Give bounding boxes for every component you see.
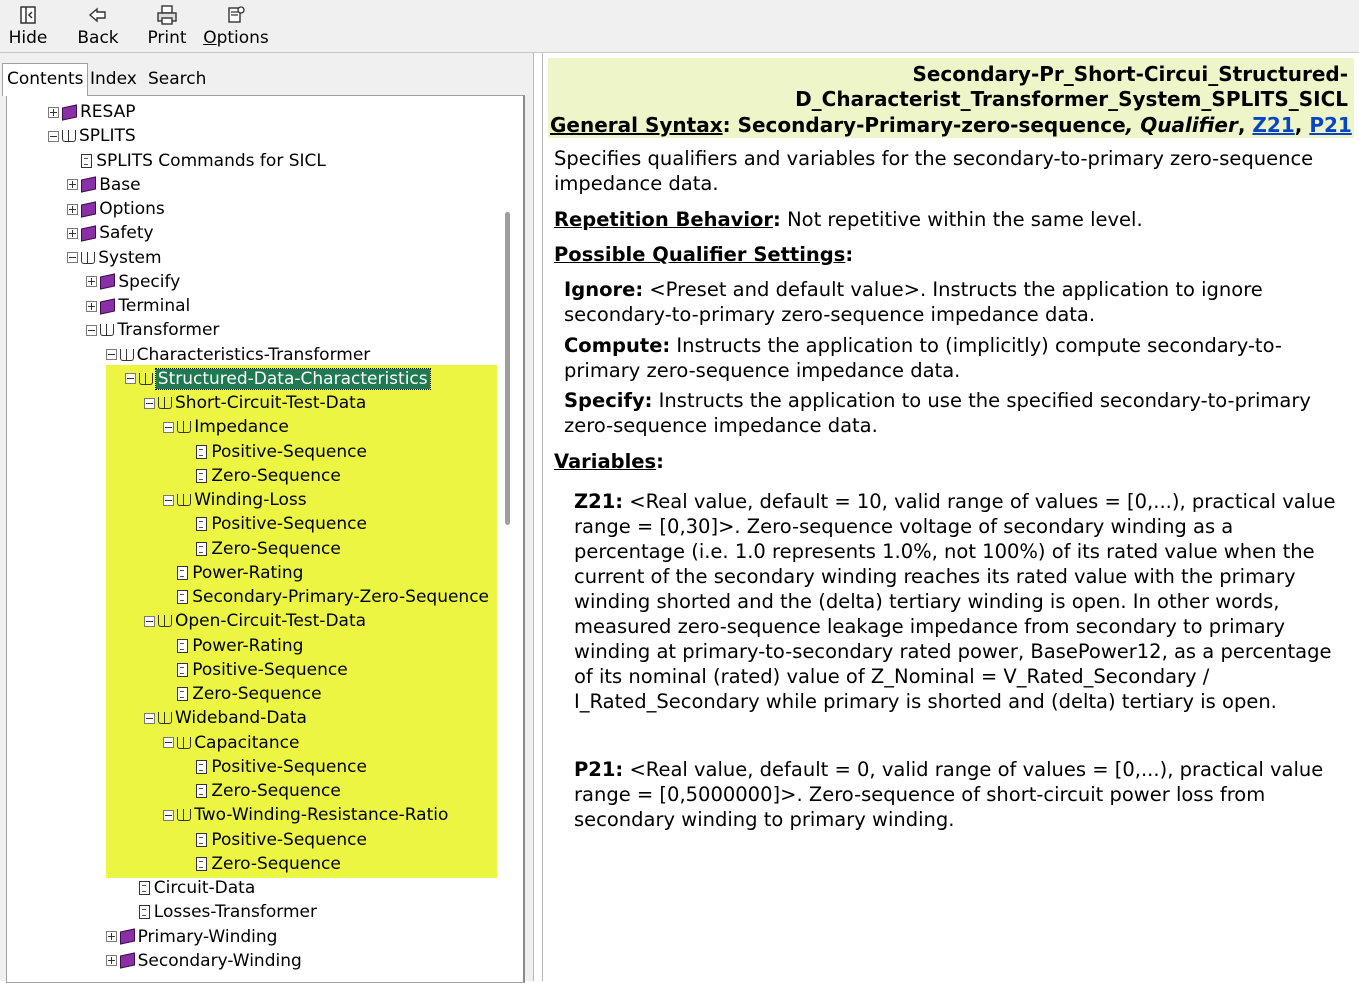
tree-node-label: Wideband-Data [175, 708, 307, 729]
tree-node-label: Safety [99, 223, 154, 244]
tree-node[interactable] [48, 100, 136, 124]
page-icon [196, 760, 207, 774]
tree-node-label: Zero-Sequence [211, 538, 341, 559]
tree-node[interactable] [67, 197, 165, 221]
options-label: Options [203, 28, 269, 48]
tree-node[interactable] [163, 658, 348, 682]
closed-book-icon [120, 953, 135, 969]
expand-icon[interactable] [67, 204, 78, 215]
tree-node-label: SPLITS [79, 126, 136, 147]
tree-node[interactable] [125, 367, 430, 391]
z21-link[interactable]: Z21 [1252, 113, 1295, 137]
topic-pane [542, 53, 1359, 981]
back-button[interactable] [74, 4, 122, 50]
p21-link[interactable]: P21 [1309, 113, 1352, 137]
tree-node[interactable] [182, 852, 340, 876]
tree-node-label: Power-Rating [192, 562, 304, 583]
tree-node-label: Specify [118, 271, 181, 292]
tree-node-label: Zero-Sequence [192, 684, 322, 704]
tree-node-label: Secondary-Primary-Zero-Sequence [192, 587, 490, 607]
qualifier-text: Instructs the application to use the specified secondary-to-primary zero-sequence impedance data. [564, 389, 1311, 437]
tree-node-label: Two-Winding-Resistance-Ratio [194, 805, 449, 826]
open-book-icon [62, 130, 76, 142]
tree-node[interactable] [106, 949, 302, 973]
tree-node-label: Zero-Sequence [211, 781, 341, 801]
tree-node[interactable] [182, 440, 367, 464]
closed-book-icon [62, 104, 77, 120]
tree-node-label: Impedance [194, 417, 289, 438]
variable-name: Z21: [574, 490, 624, 513]
tree-node[interactable] [67, 149, 326, 173]
variable-name: P21: [574, 758, 624, 781]
general-syntax-line: General Syntax: Secondary-Primary-zero-sequence, Qualifier, Z21, P21 [550, 113, 1352, 137]
collapse-icon[interactable] [86, 325, 97, 336]
page-icon [177, 687, 188, 701]
page-icon [196, 469, 207, 483]
closed-book-icon [100, 298, 115, 314]
collapse-icon[interactable] [144, 616, 155, 627]
collapse-icon[interactable] [125, 373, 136, 384]
page-icon [196, 857, 207, 871]
collapse-icon[interactable] [163, 737, 174, 748]
tab-search-label: Search [148, 69, 207, 89]
topic-description: Specifies qualifiers and variables for the secondary-to-primary zero-sequence impedance data. [554, 147, 1314, 195]
tree-node-label: Positive-Sequence [211, 441, 367, 462]
options-button[interactable] [203, 4, 269, 50]
qualifier-compute [564, 333, 1334, 383]
tree-node[interactable] [106, 925, 278, 949]
closed-book-icon [100, 274, 115, 290]
hide-icon [17, 4, 39, 26]
closed-book-icon [81, 201, 96, 217]
hide-label: Hide [8, 28, 48, 48]
closed-book-icon [81, 177, 96, 193]
print-button[interactable] [144, 4, 190, 50]
tree-node[interactable] [163, 731, 299, 755]
expand-icon[interactable] [67, 228, 78, 239]
page-icon [139, 905, 150, 919]
tree-node-label: Capacitance [194, 732, 300, 753]
open-book-icon [177, 494, 191, 506]
open-book-icon [120, 349, 134, 361]
printer-icon [155, 4, 179, 26]
tree-node-label: Positive-Sequence [211, 514, 367, 535]
tree-node[interactable] [144, 609, 366, 633]
syntax-label: General Syntax [550, 113, 723, 137]
tree-node-label: Losses-Transformer [153, 902, 317, 923]
syntax-qualifier: , Qualifier [1125, 113, 1238, 137]
topic-title: Secondary-Pr_Short-Circui_Structured-D_Characterist_Transformer_System_SPLITS_SICL [795, 62, 1348, 111]
tree-node[interactable] [86, 294, 190, 318]
expand-icon[interactable] [106, 955, 117, 966]
collapse-icon[interactable] [163, 495, 174, 506]
tree-node-label: Positive-Sequence [192, 659, 348, 680]
tree-node-label: Secondary-Winding [137, 950, 302, 971]
page-icon [196, 833, 207, 847]
page-icon [177, 566, 188, 580]
page-icon [196, 517, 207, 531]
navigation-pane [0, 53, 534, 981]
print-label: Print [147, 28, 187, 48]
collapse-icon[interactable] [67, 252, 78, 263]
collapse-icon[interactable] [144, 713, 155, 724]
tree-node[interactable] [106, 343, 371, 367]
qualifier-text: Instructs the application to (implicitly) compute secondary-to-primary zero-sequence impedance data. [564, 334, 1282, 382]
qualifier-name: Ignore: [564, 278, 644, 301]
tree-node[interactable] [144, 706, 307, 730]
page-icon [196, 542, 207, 556]
collapse-icon[interactable] [144, 398, 155, 409]
page-icon [196, 784, 207, 798]
tree-node[interactable] [163, 682, 321, 706]
tree-node-label: SPLITS Commands for SICL [96, 150, 326, 171]
tree-node[interactable] [125, 876, 255, 900]
tree-node[interactable] [67, 173, 140, 197]
tree-node-label: Zero-Sequence [211, 853, 341, 874]
scrollbar-thumb[interactable] [505, 212, 510, 525]
page-icon [177, 639, 188, 653]
back-arrow-icon [87, 4, 109, 26]
collapse-icon[interactable] [163, 422, 174, 433]
tree-node-label: Open-Circuit-Test-Data [175, 611, 367, 632]
tree-node[interactable] [182, 828, 367, 852]
tree-node[interactable] [67, 246, 161, 270]
open-book-icon [139, 373, 153, 385]
variable-z21 [574, 489, 1336, 714]
tree-node[interactable] [48, 124, 136, 148]
tree-node-label: Power-Rating [192, 635, 304, 656]
tree-node-label: Circuit-Data [153, 878, 256, 898]
tree-node[interactable] [182, 755, 367, 779]
tree-node-label: Base [99, 174, 141, 195]
open-book-icon [158, 712, 172, 724]
qualifier-name: Specify: [564, 389, 653, 412]
back-label: Back [77, 28, 119, 48]
qualifier-name: Compute: [564, 334, 671, 357]
nav-tabs [2, 63, 522, 93]
toolbar [0, 0, 1359, 53]
variable-text: <Real value, default = 0, valid range of values = [0,...), practical value range = [0,5000000]>. Zero-sequence of short-circuit power loss from secondary winding to primary winding. [574, 758, 1324, 831]
qualifier-specify [564, 388, 1334, 438]
tree-node-label: Options [99, 199, 165, 219]
tree-node[interactable] [182, 537, 340, 561]
contents-tree [6, 95, 525, 983]
tree-node-label: Winding-Loss [194, 490, 307, 510]
tree-node-label: Characteristics-Transformer [136, 344, 371, 365]
variable-text: <Real value, default = 10, valid range of values = [0,...), practical value range = [0,30]>. Zero-sequence voltage of secondary winding as a percentage (i.e. 1.0 represents 1.0%, not 100%) of its rated value when the current of the secondary winding reaches its rated value with the primary winding shorted and the (delta) tertiary winding is open. In other words, measured zero-sequence leakage impedance from secondary to primary winding at primary-to-secondary rated power, BasePower12, as a percentage of its nominal (rated) value of Z_Nominal = V_Rated_Secondary / I_Rated_Secondary while primary is shorted and (delta) tertiary is open. [574, 490, 1336, 713]
tree-node-label: System [98, 247, 162, 268]
tab-search[interactable] [144, 65, 210, 93]
tree-node[interactable] [163, 561, 303, 585]
page-icon [196, 445, 207, 459]
tree-node[interactable] [144, 391, 366, 415]
tree-node-label: Terminal [118, 296, 191, 316]
open-book-icon [177, 809, 191, 821]
variable-p21 [574, 757, 1336, 832]
tree-node[interactable] [163, 803, 448, 827]
closed-book-icon [120, 928, 135, 944]
repetition-label: Repetition Behavior [554, 208, 774, 231]
tree-node-label: Transformer [117, 320, 220, 341]
tree-node[interactable] [182, 464, 340, 488]
tree-node[interactable] [67, 221, 153, 245]
tree-node[interactable] [163, 415, 289, 439]
expand-icon[interactable] [67, 179, 78, 190]
tree-node-label: Positive-Sequence [211, 756, 367, 777]
page-icon [81, 154, 92, 168]
hide-button[interactable] [6, 4, 50, 50]
tree-node-label: Primary-Winding [137, 926, 278, 947]
collapse-icon[interactable] [163, 810, 174, 821]
options-icon [225, 4, 247, 26]
tree-node[interactable] [182, 512, 367, 536]
tree-node-label: Short-Circuit-Test-Data [175, 393, 367, 413]
page-icon [177, 663, 188, 677]
tree-node-label: Positive-Sequence [211, 829, 367, 850]
tree-node-label: Zero-Sequence [211, 465, 341, 486]
page-icon [139, 881, 150, 895]
open-book-icon [158, 615, 172, 627]
tab-index[interactable] [86, 65, 141, 93]
syntax-command: Secondary-Primary-zero-sequence [737, 113, 1126, 137]
open-book-icon [81, 252, 95, 264]
open-book-icon [100, 324, 114, 336]
collapse-icon[interactable] [48, 131, 59, 142]
open-book-icon [158, 397, 172, 409]
page-icon [177, 590, 188, 604]
expand-icon[interactable] [48, 107, 59, 118]
closed-book-icon [81, 225, 96, 241]
variables-heading: Variables: [554, 450, 664, 473]
tree-node[interactable] [86, 318, 219, 342]
tree-node[interactable] [163, 634, 303, 658]
qualifier-text: <Preset and default value>. Instructs the application to ignore secondary-to-primary zero-sequence impedance data. [564, 278, 1263, 326]
repetition-text: Not repetitive within the same level. [787, 208, 1143, 231]
tab-contents[interactable] [2, 63, 88, 96]
tree-node-label: Structured-Data-Characteristics [157, 368, 428, 389]
qualifier-heading: Possible Qualifier Settings: [554, 243, 854, 266]
topic-header [548, 58, 1354, 138]
tab-index-label: Index [90, 69, 137, 89]
variables-heading-text: Variables [554, 450, 657, 473]
expand-icon[interactable] [86, 276, 97, 287]
options-label-rest: ptions [216, 28, 269, 48]
tree-node[interactable] [163, 488, 306, 512]
tree-node[interactable] [182, 779, 340, 803]
tree-node[interactable] [163, 585, 489, 609]
expand-icon[interactable] [106, 931, 117, 942]
qualifier-ignore [564, 277, 1334, 327]
open-book-icon [177, 421, 191, 433]
collapse-icon[interactable] [106, 349, 117, 360]
expand-icon[interactable] [86, 301, 97, 312]
tab-contents-label: Contents [7, 69, 84, 89]
repetition-behavior: Repetition Behavior: Not repetitive within the same level. [554, 208, 1143, 231]
qualifier-heading-text: Possible Qualifier Settings [554, 243, 846, 266]
tree-node-label: RESAP [80, 102, 136, 122]
tree-node[interactable] [86, 270, 180, 294]
tree-node[interactable] [125, 900, 317, 924]
open-book-icon [177, 737, 191, 749]
